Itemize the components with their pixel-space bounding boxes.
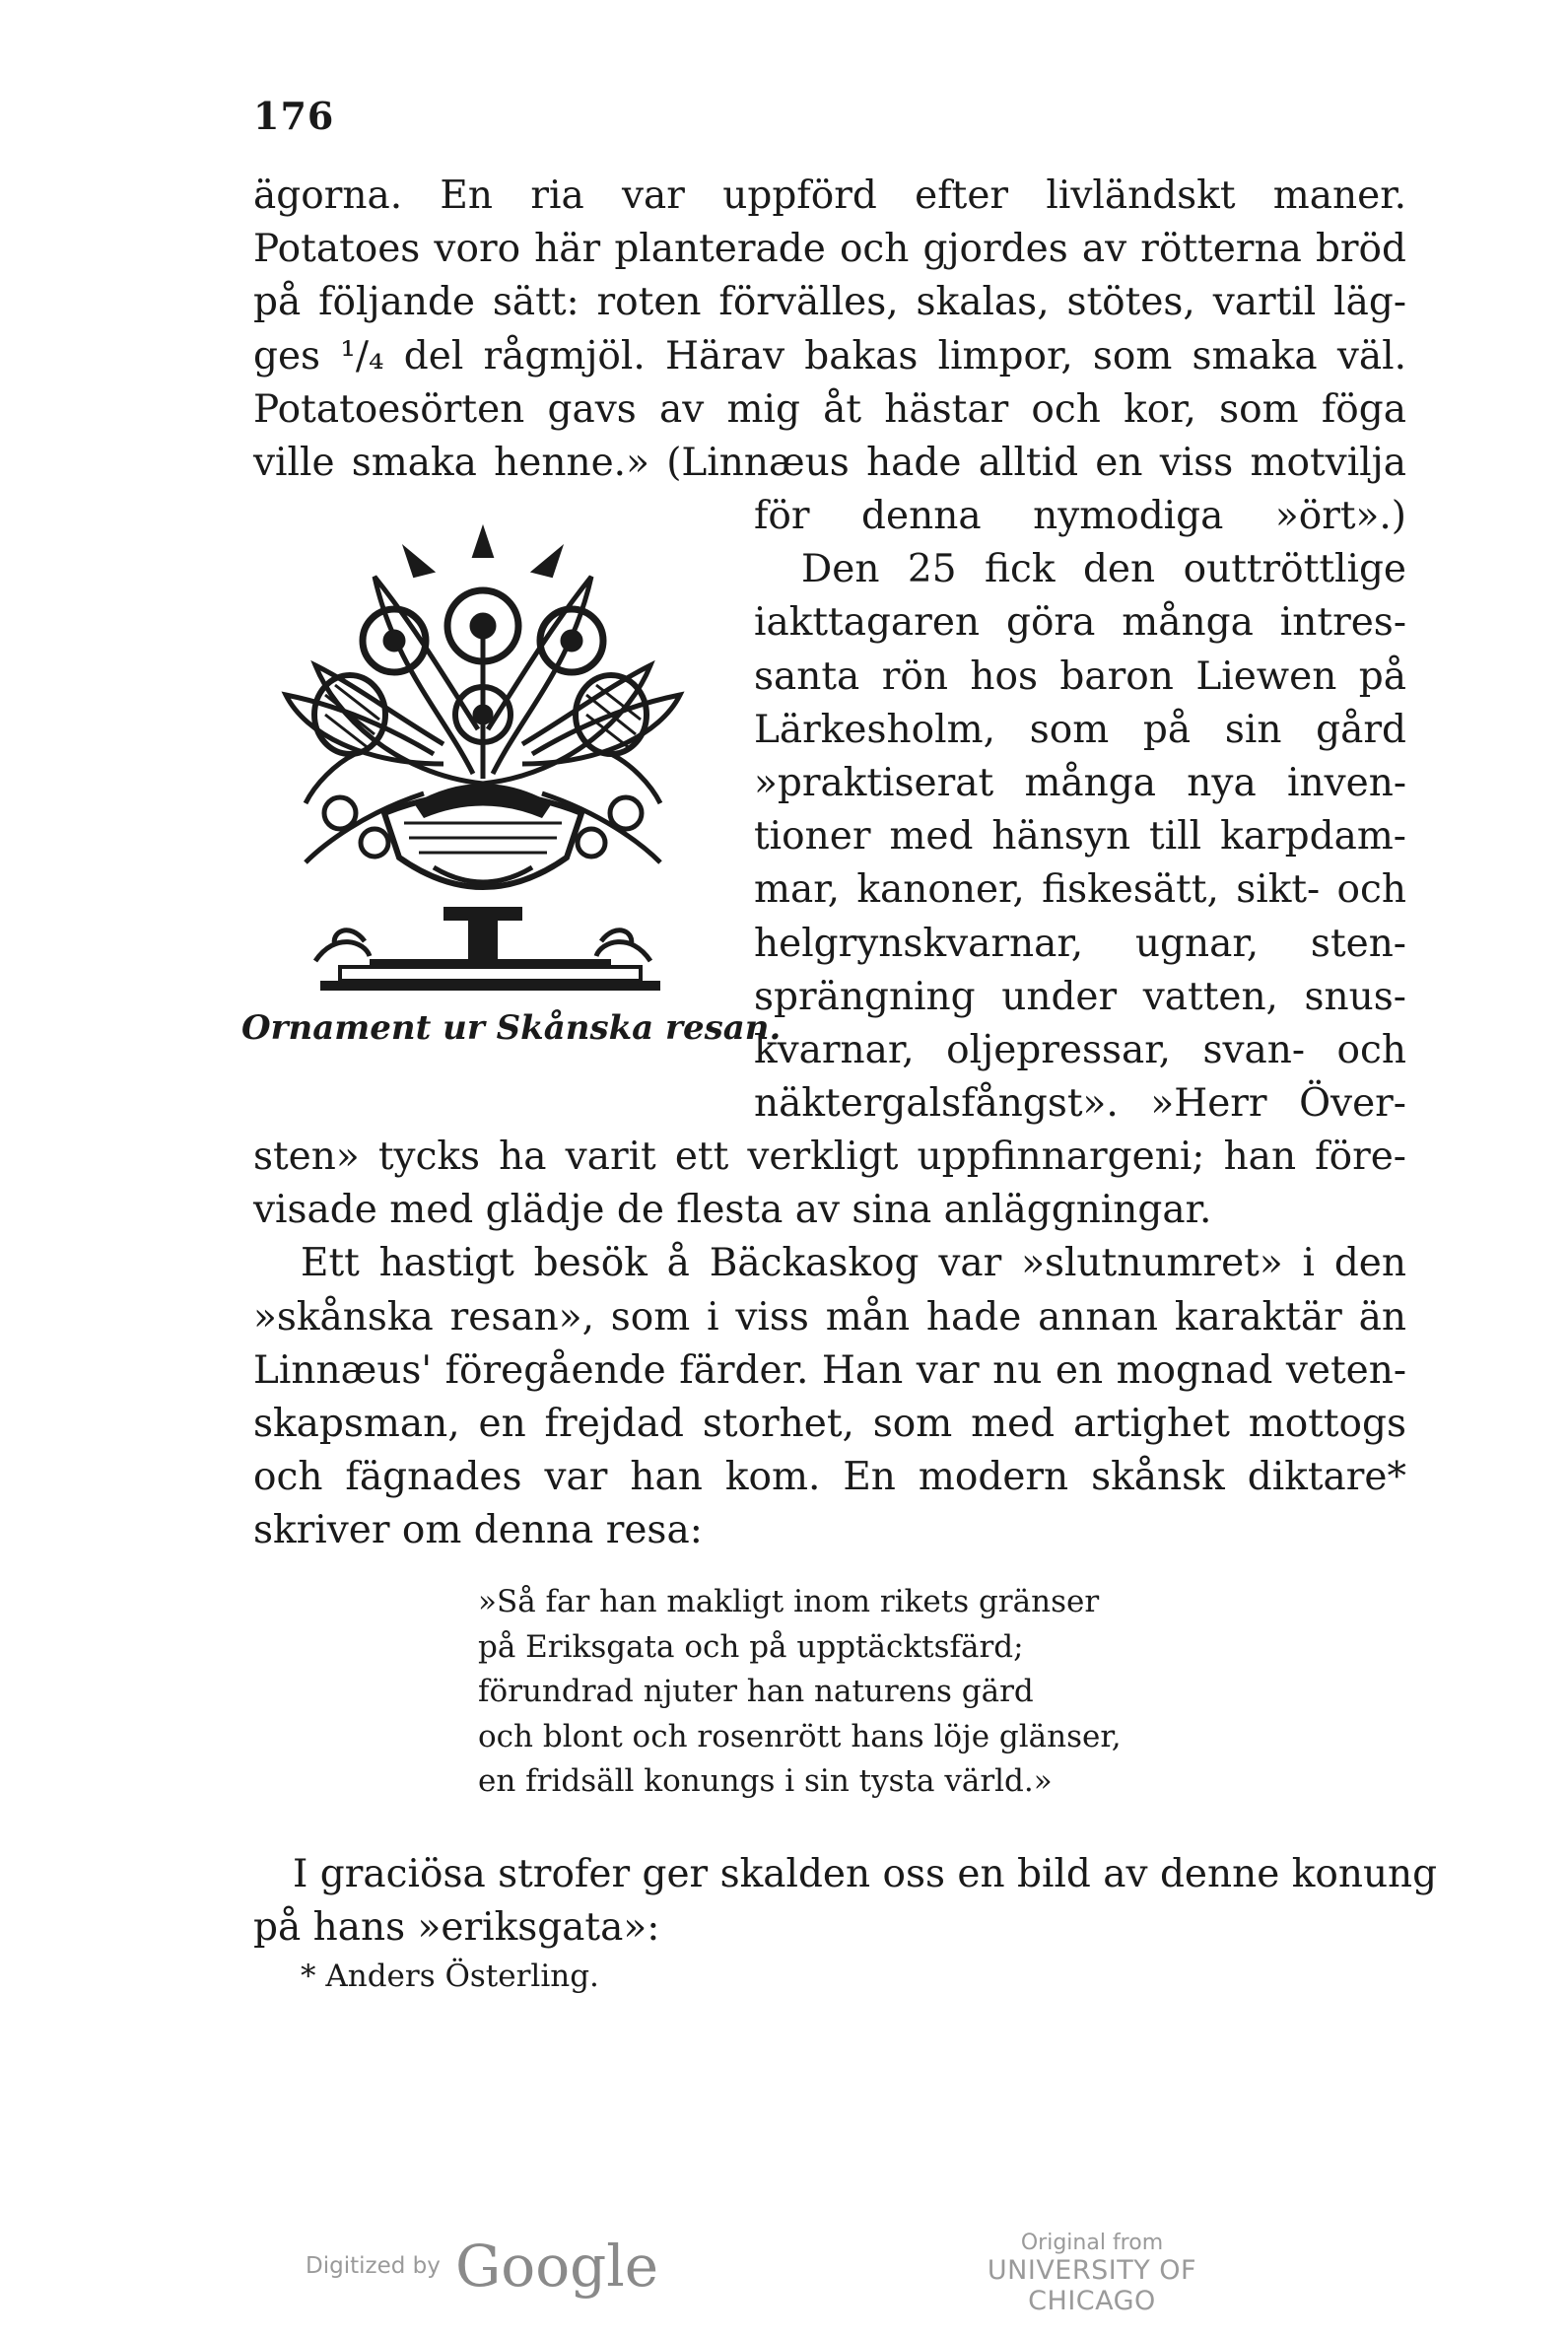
text-block-bottom — [253, 1131, 1406, 1558]
ornament-base — [320, 959, 660, 991]
text-line: näktergalsfångst». »Herr Över- — [754, 1081, 1406, 1127]
poem-quote — [478, 1580, 1122, 1805]
text-line: ägorna. En ria var uppförd efter livländskt maner. — [253, 173, 1406, 218]
text-line: och fägnades var han kom. En modern skånsk diktare* — [253, 1455, 1406, 1500]
text-line: ges ¹/₄ del rågmjöl. Härav bakas limpor, som smaka väl. — [253, 333, 1406, 378]
text-line: Den 25 fick den outtröttlige — [801, 547, 1406, 592]
text-line: skapsman, en frejdad storhet, som med artighet mottogs — [253, 1401, 1406, 1446]
ornament-vase — [361, 784, 605, 959]
poem-line: och blont och rosenrött hans löje glänser, — [478, 1718, 1122, 1754]
text-block-wrap — [754, 490, 1406, 1131]
text-line: tioner med hänsyn till karpdam- — [754, 814, 1406, 859]
text-line: kvarnar, oljepressar, svan- och — [754, 1027, 1406, 1072]
text-line: på hans »eriksgata»: — [253, 1905, 660, 1951]
text-block-after — [253, 1848, 1438, 1955]
poem-line: »Så far han makligt inom rikets gränser — [478, 1584, 1100, 1619]
text-line: Lärkesholm, som på sin gård — [754, 707, 1406, 752]
text-line: för denna nymodiga »ört».) — [754, 494, 1406, 538]
text-line: Potatoesörten gavs av mig åt hästar och kor, som föga — [253, 386, 1406, 432]
text-block-top — [253, 170, 1406, 490]
text-line: Ett hastigt besök å Bäckaskog var »slutnumret» i den — [301, 1241, 1406, 1286]
poem-line: på Eriksgata och på upptäcktsfärd; — [478, 1628, 1024, 1665]
text-line: santa rön hos baron Liewen på — [754, 653, 1406, 699]
text-line: ville smaka henne.» (Linnæus hade alltid en viss motvilja — [253, 440, 1406, 485]
text-line: Linnæus' föregående färder. Han var nu en mognad veten- — [253, 1347, 1406, 1393]
text-line: mar, kanoner, fiskesätt, sikt- och — [754, 867, 1406, 913]
text-line: visade med glädje de flesta av sina anläggningar. — [253, 1188, 1212, 1233]
page-number: 176 — [253, 94, 335, 138]
text-line: iakttagaren göra många intres- — [754, 600, 1406, 646]
google-logo: Google — [454, 2233, 659, 2300]
text-line: »praktiserat många nya inven- — [754, 760, 1406, 805]
text-line: I graciösa strofer ger skalden oss en bild av denne konung — [293, 1852, 1438, 1896]
text-line: sprängning under vatten, snus- — [754, 974, 1406, 1019]
flower-vase-ornament — [246, 517, 719, 1000]
original-source-watermark — [934, 2231, 1250, 2316]
text-line: på följande sätt: roten förvälles, skalas, stötes, vartil läg- — [253, 280, 1406, 325]
poem-line: en fridsäll konungs i sin tysta värld.» — [478, 1763, 1053, 1799]
original-from-label: Original from — [1020, 2231, 1164, 2255]
digitized-watermark — [306, 2233, 658, 2300]
text-line: sten» tycks ha varit ett verkligt uppfinnargeni; han före- — [253, 1134, 1406, 1179]
text-line: Potatoes voro här planterade och gjordes av rötterna bröd — [253, 227, 1406, 272]
digitized-by-label: Digitized by — [306, 2253, 441, 2279]
footnote: * Anders Österling. — [301, 1959, 599, 1994]
text-line: helgrynskvarnar, ugnar, sten- — [754, 921, 1406, 966]
institution-label: UNIVERSITY OF CHICAGO — [987, 2255, 1197, 2316]
text-line: »skånska resan», som i viss mån hade annan karaktär än — [253, 1294, 1406, 1340]
text-line: skriver om denna resa: — [253, 1508, 703, 1553]
illustration-caption: Ornament ur Skånska resan. — [241, 1008, 782, 1048]
poem-line: förundrad njuter han naturens gärd — [478, 1674, 1034, 1709]
